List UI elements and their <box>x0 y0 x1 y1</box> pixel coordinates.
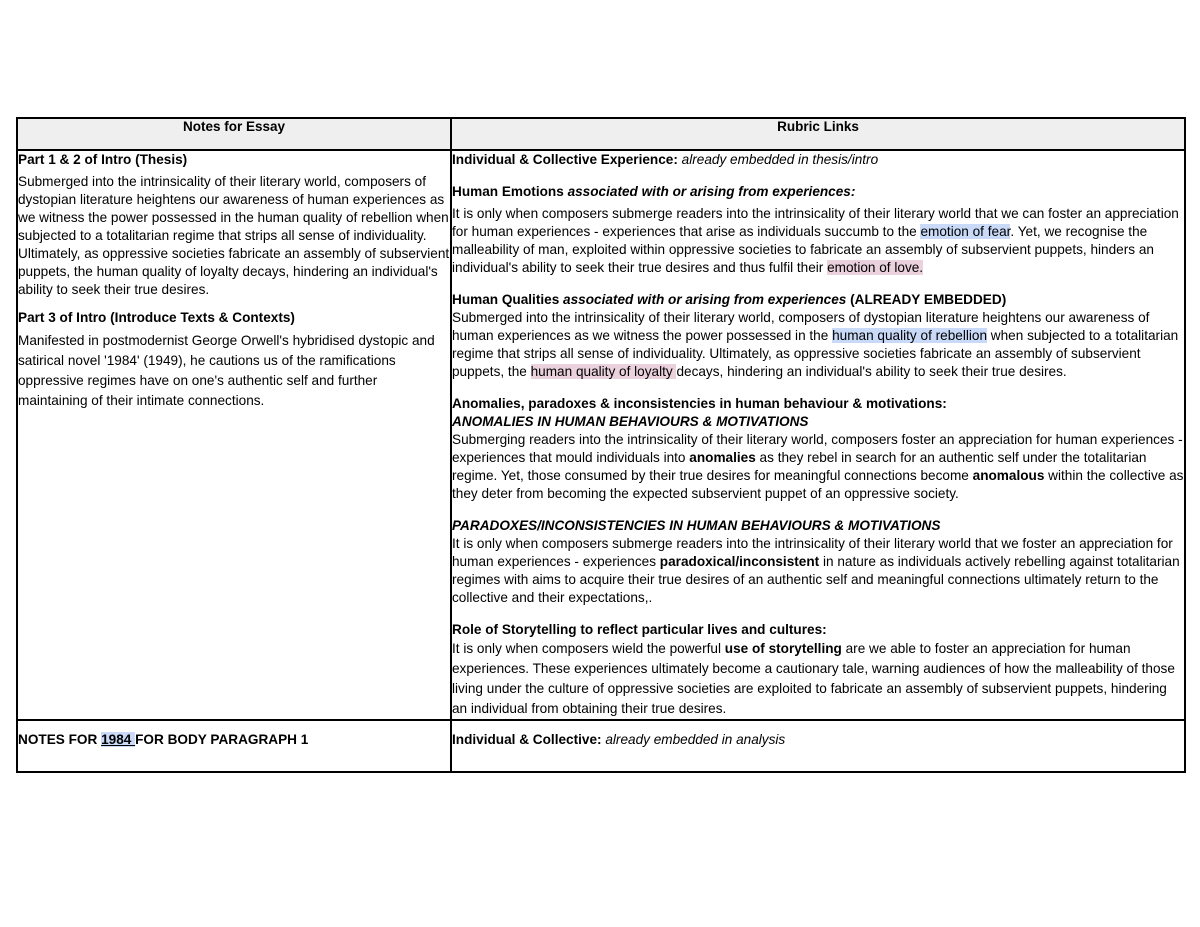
qualities-text-a: Submerged into the intrinsicality of their literary world, composers of dystopian literature heightens our awareness of human experiences as we witness the power possessed in the <box>452 310 1150 343</box>
anomalies-bold-1: anomalies <box>689 450 756 465</box>
rubric-emotions-text <box>452 205 1184 277</box>
rubric-qualities-heading <box>452 291 1184 309</box>
rubric-individual-collective <box>452 151 1184 169</box>
rubric-anomalies <box>452 395 1184 503</box>
essay-notes-table <box>16 117 1186 773</box>
paradoxes-subheading: PARADOXES/INCONSISTENCIES IN HUMAN BEHAVIOURS & MOTIVATIONS <box>452 518 941 533</box>
bp-heading-b: FOR BODY PARAGRAPH 1 <box>135 732 309 747</box>
highlight-quality-of-rebellion: human quality of rebellion <box>832 328 988 343</box>
emotions-label-b: associated with or arising from experiences: <box>567 184 856 199</box>
rubric-human-emotions <box>452 183 1184 277</box>
intro-contexts-text: Manifested in postmodernist George Orwell's hybridised dystopic and satirical novel '1984' (1949), he cautions us of the ramifications oppressive regimes have on one's authentic self and further maintaining of their intimate connections. <box>18 333 435 408</box>
qualities-label-a: Human Qualities <box>452 292 564 307</box>
highlight-emotion-of-love: emotion of love. <box>827 260 924 275</box>
qualities-text-c: decays, hindering an individual's ability to seek their true desires. <box>676 364 1067 379</box>
bp-heading-a: NOTES FOR <box>18 732 102 747</box>
rubric-ice-note: already embedded in thesis/intro <box>681 152 879 167</box>
anomalies-text-b: as they rebel in search for an authentic self under the totalitarian regime. Yet, those consumed by their true desires for meaningful connections become <box>452 450 1147 483</box>
rubric-links-cell <box>451 150 1185 720</box>
anomalies-text <box>452 431 1184 503</box>
body-paragraph-heading <box>18 732 308 747</box>
bp-rubric-note: already embedded in analysis <box>605 732 786 747</box>
body-paragraph-rubric-cell <box>451 720 1185 772</box>
intro-contexts-heading: Part 3 of Intro (Introduce Texts & Contexts) <box>18 310 295 325</box>
storytelling-bold-1: use of storytelling <box>724 641 842 656</box>
header-notes-for-essay: Notes for Essay <box>17 118 451 150</box>
qualities-text-b: when subjected to a totalitarian regime that strips all sense of individuality. Ultimately, as oppressive societies fabricate an assembly of subservient puppets, the <box>452 328 1179 379</box>
anomalies-bold-2: anomalous <box>972 468 1045 483</box>
rubric-human-qualities <box>452 291 1184 381</box>
paradoxes-text-a: It is only when composers submerge readers into the intrinsicality of their literary world that we foster an appreciation for human experiences - experiences <box>452 536 1173 569</box>
rubric-storytelling <box>452 621 1184 719</box>
header-rubric-links: Rubric Links <box>451 118 1185 150</box>
rubric-anomalies-heading: Anomalies, paradoxes & inconsistencies in human behaviour & motivations: <box>452 396 947 411</box>
emotions-text-b: . Yet, we recognise the malleability of man, exploited within oppressive societies to fabricate an assembly of subservient puppets, hinders an individual's ability to seek their true desires and thus fulfil their <box>452 224 1154 275</box>
highlight-emotion-of-fear: emotion of fear <box>920 224 1011 239</box>
emotions-label-a: Human Emotions <box>452 184 568 199</box>
paradoxes-text <box>452 535 1184 607</box>
qualities-label-c: (ALREADY EMBEDDED) <box>846 292 1007 307</box>
anomalies-text-c: within the collective as they deter from becoming the expected subservient puppet of an oppressive society. <box>452 468 1184 501</box>
intro-notes-cell <box>17 150 451 720</box>
rubric-qualities-text <box>452 309 1184 381</box>
rubric-storytelling-heading: Role of Storytelling to reflect particular lives and cultures: <box>452 622 827 637</box>
paradoxes-text-b: in nature as individuals actively rebelling against totalitarian regimes with aims to acquire their true desires of an authentic self and meaningful connections ultimately return to the collective and their expectations,. <box>452 554 1180 605</box>
rubric-paradoxes <box>452 517 1184 607</box>
qualities-label-b: associated with or arising from experiences <box>563 292 847 307</box>
intro-thesis-heading: Part 1 & 2 of Intro (Thesis) <box>18 152 188 167</box>
table-row-body-paragraph-1 <box>17 720 1185 772</box>
anomalies-subheading: ANOMALIES IN HUMAN BEHAVIOURS & MOTIVATIONS <box>452 414 809 429</box>
table-header-row <box>17 118 1185 150</box>
bp-rubric-label: Individual & Collective: <box>452 732 602 747</box>
storytelling-text-b: are we able to foster an appreciation for human experiences. These experiences ultimately become a cautionary tale, warning audiences of how the malleability of those living under the culture of oppressive societies are exploited to fabricate an assembly of subservient puppets, hindering an individual from obtaining their true desires. <box>452 641 1175 716</box>
rubric-emotions-heading <box>452 183 1184 201</box>
paradoxes-bold-1: paradoxical/inconsistent <box>659 554 820 569</box>
body-paragraph-notes-cell <box>17 720 451 772</box>
table-row-intro <box>17 150 1185 720</box>
storytelling-text-a: It is only when composers wield the powerful <box>452 641 725 656</box>
intro-thesis-text: Submerged into the intrinsicality of their literary world, composers of dystopian literature heightens our awareness of human experiences as we witness the power possessed in the human quality of rebellion when subjected to a totalitarian regime that strips all sense of individuality. Ultimately, as oppressive societies fabricate an assembly of subservient puppets, the human quality of loyalty decays, hindering an individual's ability to seek their true desires. <box>18 174 450 297</box>
rubric-ice-label: Individual & Collective Experience: <box>452 152 678 167</box>
emotions-text-a: It is only when composers submerge readers into the intrinsicality of their literary world that we can foster an appreciation for human experiences - experiences that arise as individuals succumb to the <box>452 206 1179 239</box>
highlight-quality-of-loyalty: human quality of loyalty <box>530 364 677 379</box>
highlight-1984: 1984 <box>101 732 136 747</box>
anomalies-text-a: Submerging readers into the intrinsicality of their literary world, composers foster an appreciation for human experiences - experiences that mould individuals into <box>452 432 1183 465</box>
storytelling-text <box>452 639 1184 719</box>
